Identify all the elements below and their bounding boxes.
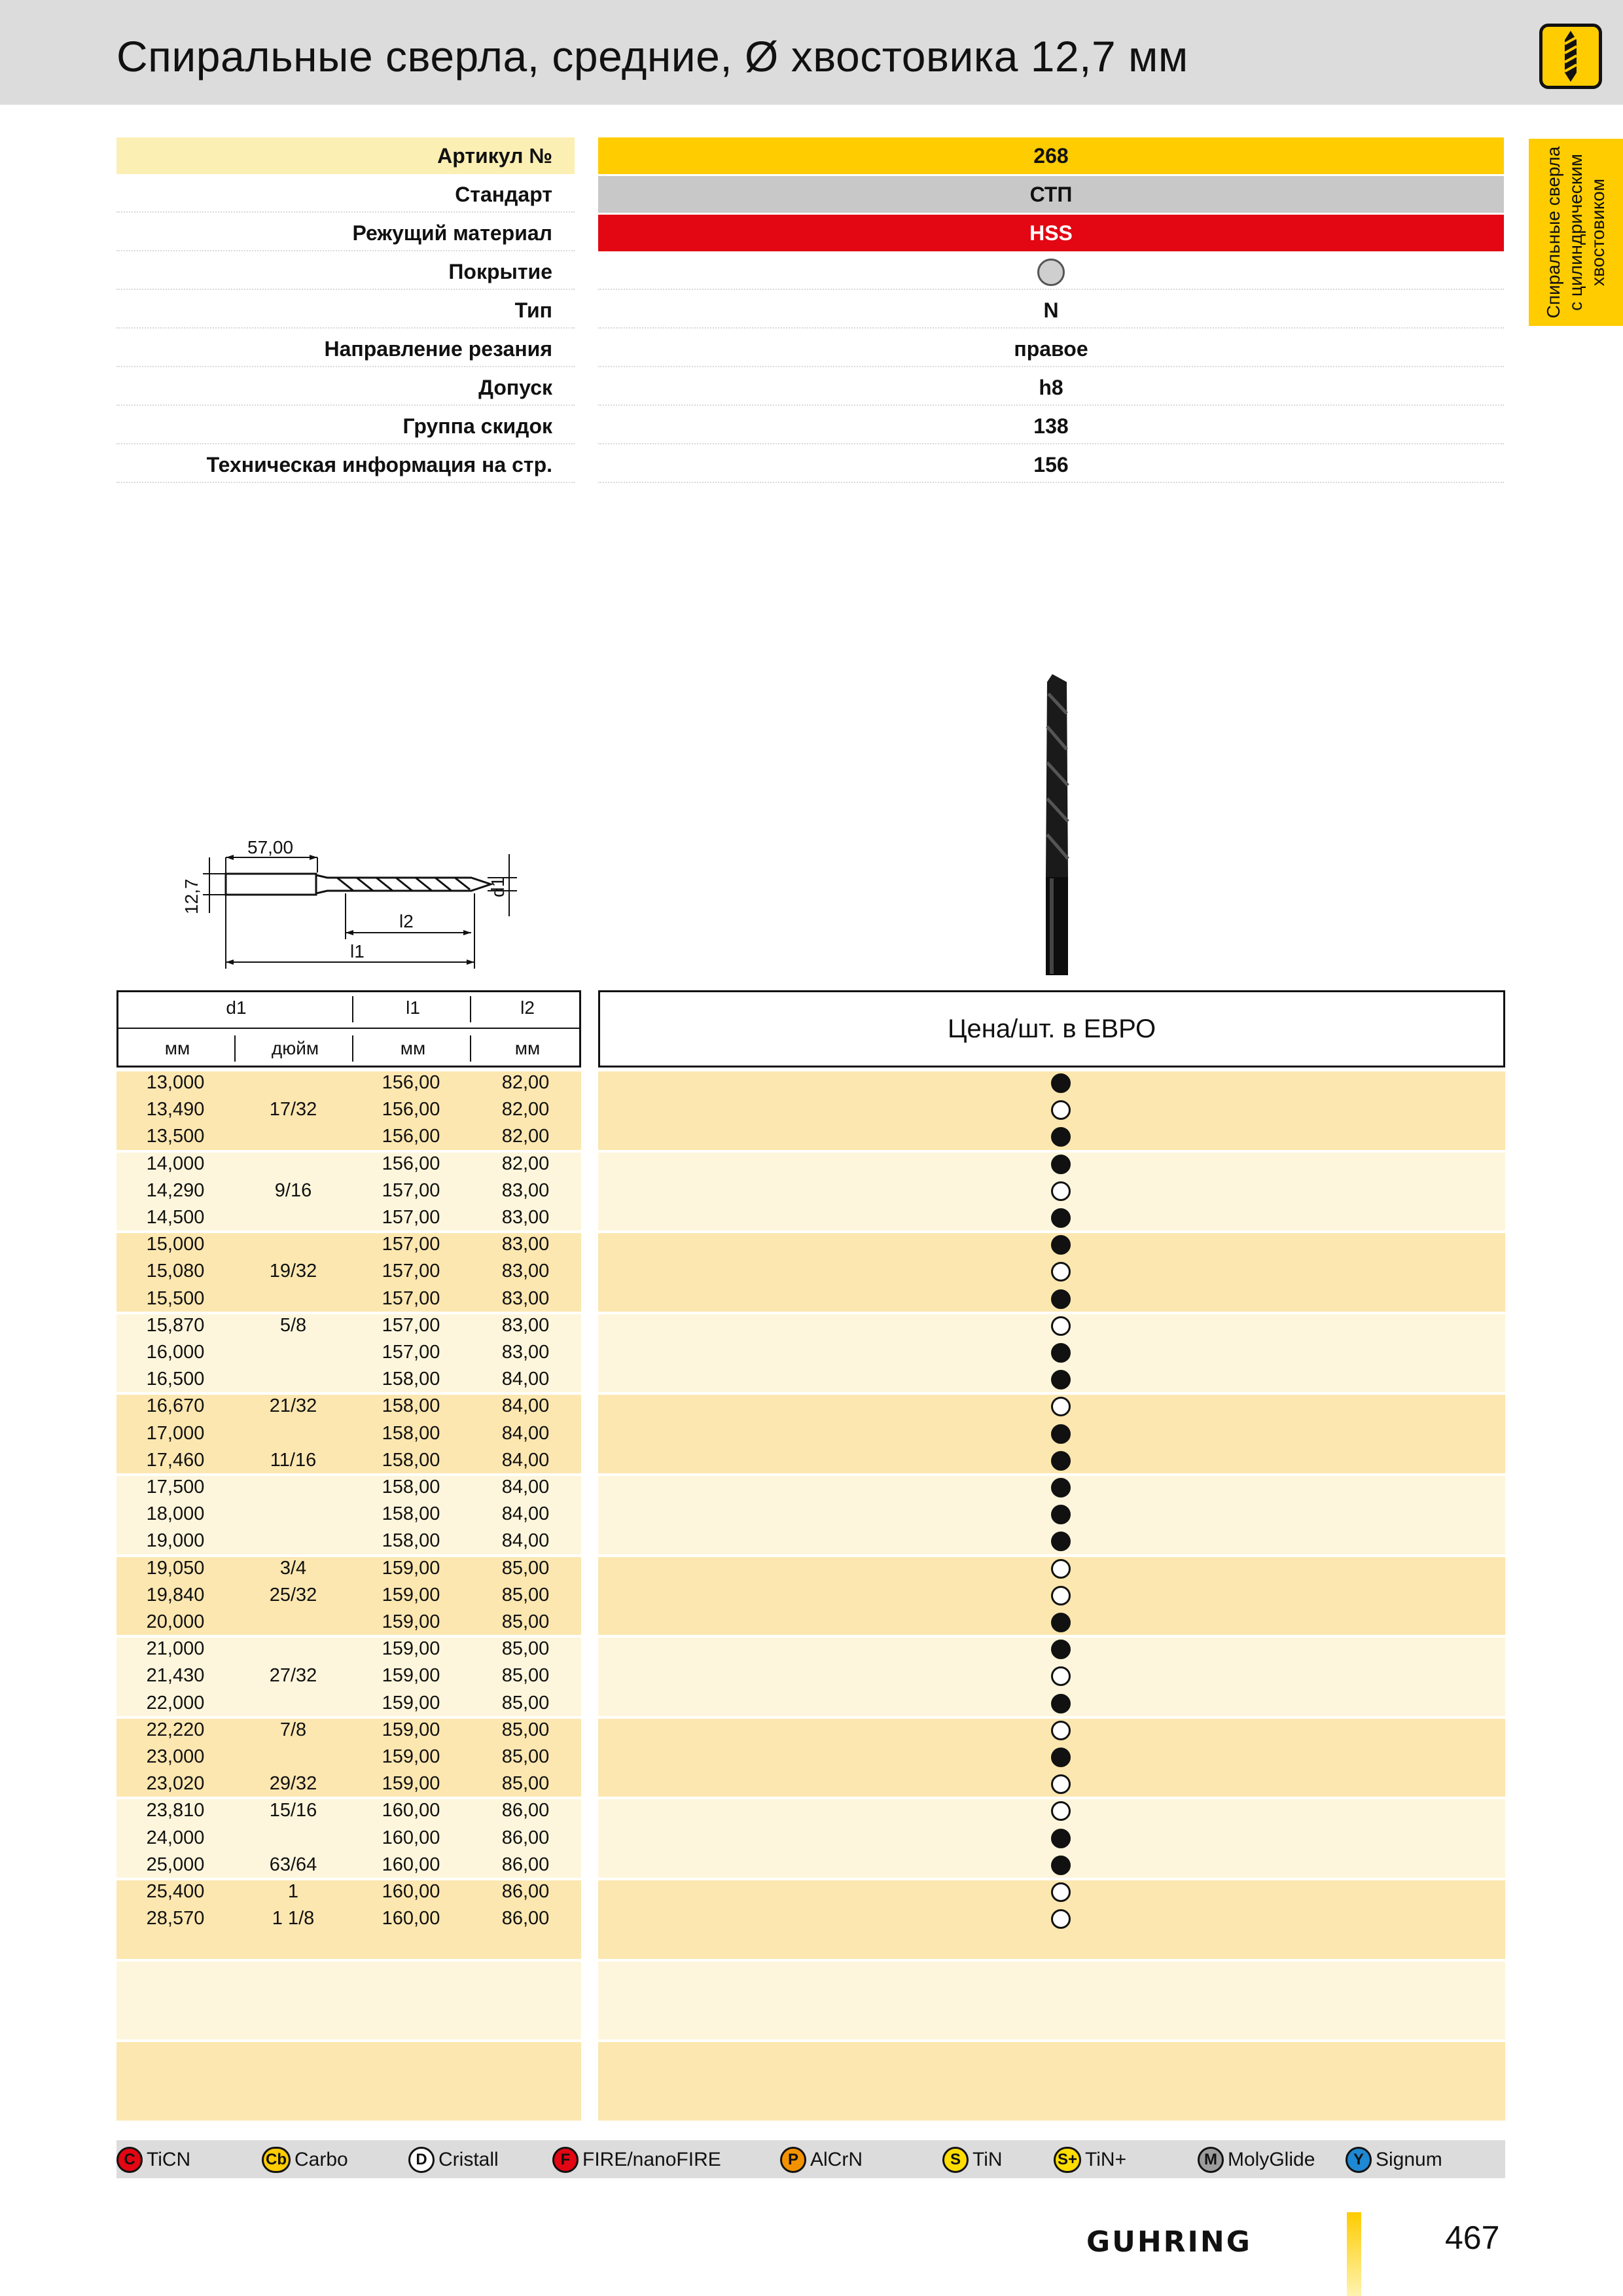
on-order-icon [1051,1559,1071,1579]
cell-diameter-mm: 17,500 [146,1477,205,1498]
cell-total-length: 160,00 [382,1854,440,1875]
cell-diameter-mm: 28,570 [146,1908,205,1929]
legend-label: AlCrN [810,2149,863,2171]
table-row[interactable] [116,1555,1505,1582]
header-d1: d1 [226,997,247,1018]
cell-total-length: 160,00 [382,1800,440,1821]
spec-row [116,446,1504,483]
legend-item [942,2146,1003,2172]
cell-flute-length: 82,00 [501,1153,550,1174]
table-row[interactable] [116,1123,1505,1150]
cell-total-length: 159,00 [382,1665,440,1687]
cell-diameter-mm: 14,500 [146,1207,205,1228]
cell-total-length: 157,00 [382,1342,440,1363]
in-stock-icon [1051,1640,1071,1659]
cell-flute-length: 84,00 [501,1422,550,1444]
cell-diameter-mm: 21,000 [146,1638,205,1660]
cell-flute-length: 82,00 [501,1099,550,1121]
on-order-icon [1051,1774,1071,1794]
cell-flute-length: 84,00 [501,1395,550,1417]
cell-flute-length: 86,00 [501,1827,550,1848]
cell-diameter-mm: 14,290 [146,1179,205,1201]
cell-total-length: 160,00 [382,1827,440,1848]
l1-label: l1 [350,941,365,961]
table-row[interactable] [116,1690,1505,1717]
shank-diameter-label: 12,7 [181,878,202,914]
cell-total-length: 159,00 [382,1638,440,1660]
legend-item [116,2146,190,2172]
cell-diameter-mm: 25,400 [146,1881,205,1902]
in-stock-icon [1051,1748,1071,1767]
header-divider [352,1035,353,1062]
on-order-icon [1051,1909,1071,1929]
header-divider [118,1028,579,1029]
cell-total-length: 158,00 [382,1422,440,1444]
cell-diameter-mm: 15,000 [146,1234,205,1255]
in-stock-icon [1051,1829,1071,1848]
spec-label: Покрытие [116,253,575,290]
spec-row [116,408,1504,444]
cell-total-length: 159,00 [382,1746,440,1767]
spec-value: 156 [598,446,1504,483]
cell-total-length: 157,00 [382,1314,440,1336]
in-stock-icon [1051,1694,1071,1713]
in-stock-icon [1051,1289,1071,1309]
cell-flute-length: 85,00 [501,1584,550,1605]
on-order-icon [1051,1181,1071,1201]
shank-length-label: 57,00 [247,837,294,857]
header-inch: дюйм [271,1038,319,1058]
spec-label: Техническая информация на стр. [116,446,575,483]
spec-row [116,176,1504,213]
spec-row [116,215,1504,251]
cell-flute-length: 83,00 [501,1234,550,1255]
page-number: 467 [1445,2219,1500,2256]
in-stock-icon [1051,1073,1071,1093]
cell-total-length: 158,00 [382,1477,440,1498]
table-row[interactable] [116,1905,1505,1932]
cell-flute-length: 86,00 [501,1881,550,1902]
cell-diameter-inch: 7/8 [279,1719,307,1740]
spec-label: Группа скидок [116,408,575,444]
cell-total-length: 157,00 [382,1287,440,1309]
table-row[interactable] [116,1258,1505,1285]
on-order-icon [1051,1801,1071,1821]
spec-row [116,331,1504,367]
cell-diameter-mm: 20,000 [146,1611,205,1632]
coating-badge-icon: Cb [262,2147,291,2173]
table-row[interactable] [116,1312,1505,1339]
cell-flute-length: 85,00 [501,1557,550,1579]
spec-label: Направление резания [116,331,575,367]
cell-flute-length: 84,00 [501,1369,550,1390]
coating-badge-icon: F [552,2147,579,2173]
on-order-icon [1051,1586,1071,1605]
table-row[interactable] [116,1204,1505,1231]
cell-flute-length: 84,00 [501,1477,550,1498]
footer-accent-bar [1347,2212,1361,2296]
cell-flute-length: 86,00 [501,1800,550,1821]
table-row[interactable] [116,1447,1505,1474]
table-row[interactable] [116,1582,1505,1609]
spec-value: HSS [598,215,1504,251]
in-stock-icon [1051,1478,1071,1498]
legend-item [1198,2146,1315,2172]
legend-label: TiN [972,2149,1003,2171]
cell-total-length: 158,00 [382,1449,440,1471]
cell-diameter-mm: 15,080 [146,1261,205,1282]
cell-diameter-mm: 17,460 [146,1449,205,1471]
table-row[interactable] [116,1744,1505,1770]
coating-badge-icon: M [1198,2147,1224,2173]
legend-item [1054,2146,1126,2172]
cell-total-length: 158,00 [382,1395,440,1417]
cell-total-length: 159,00 [382,1773,440,1795]
cell-flute-length: 82,00 [501,1072,550,1093]
spec-value: правое [598,331,1504,367]
cell-total-length: 159,00 [382,1557,440,1579]
d1-label: d1 [488,876,508,897]
in-stock-icon [1051,1208,1071,1228]
row-group-band [598,1962,1505,2040]
header-mm: мм [164,1038,190,1058]
spec-label: Допуск [116,369,575,406]
header-l2-unit: мм [514,1038,541,1058]
on-order-icon [1051,1100,1071,1120]
cell-total-length: 157,00 [382,1207,440,1228]
cell-total-length: 158,00 [382,1369,440,1390]
legend-label: MolyGlide [1228,2149,1315,2171]
spec-value [598,253,1504,290]
on-order-icon [1051,1397,1071,1416]
in-stock-icon [1051,1856,1071,1875]
cell-total-length: 156,00 [382,1153,440,1174]
table-row[interactable] [116,1717,1505,1744]
spec-label: Режущий материал [116,215,575,251]
cell-total-length: 158,00 [382,1503,440,1525]
header-l1-unit: мм [400,1038,426,1058]
header-divider [234,1035,236,1062]
spec-value: СТП [598,176,1504,213]
in-stock-icon [1051,1451,1071,1471]
cell-flute-length: 83,00 [501,1287,550,1309]
cell-diameter-inch: 1 1/8 [272,1908,315,1929]
cell-flute-length: 84,00 [501,1530,550,1552]
cell-total-length: 158,00 [382,1530,440,1552]
spec-label: Тип [116,292,575,329]
cell-diameter-inch: 27/32 [269,1665,317,1687]
on-order-icon [1051,1666,1071,1686]
header-l2: l2 [520,997,535,1018]
cell-flute-length: 84,00 [501,1449,550,1471]
spec-value: h8 [598,369,1504,406]
cell-diameter-mm: 13,000 [146,1072,205,1093]
table-row[interactable] [116,1420,1505,1447]
cell-diameter-mm: 25,000 [146,1854,205,1875]
legend-label: Carbo [294,2149,348,2171]
cell-diameter-mm: 15,870 [146,1314,205,1336]
legend-label: FIRE/nanoFIRE [582,2149,721,2171]
cell-diameter-inch: 1 [287,1881,299,1902]
cell-diameter-inch: 63/64 [269,1854,317,1875]
cell-flute-length: 83,00 [501,1314,550,1336]
table-row[interactable] [116,1069,1505,1096]
spec-value: 138 [598,408,1504,444]
coating-badge-icon: C [116,2147,143,2173]
spec-row [116,137,1504,174]
dimension-drawing [164,828,530,972]
header-l1: l1 [406,997,420,1018]
coating-badge-icon: P [780,2147,806,2173]
legend-label: Signum [1376,2149,1442,2171]
cell-total-length: 157,00 [382,1234,440,1255]
in-stock-icon [1051,1532,1071,1551]
on-order-icon [1051,1721,1071,1740]
table-row[interactable] [116,1096,1505,1123]
in-stock-icon [1051,1235,1071,1255]
cell-diameter-mm: 15,500 [146,1287,205,1309]
section-tab[interactable] [1529,139,1623,326]
in-stock-icon [1051,1343,1071,1363]
in-stock-icon [1051,1613,1071,1632]
legend-label: Cristall [438,2149,499,2171]
row-group-band [116,2042,581,2121]
table-row[interactable] [116,1393,1505,1420]
drill-photo [1021,674,1093,975]
l2-label: l2 [399,911,414,931]
cell-diameter-inch: 19/32 [269,1261,317,1282]
on-order-icon [1051,1316,1071,1336]
in-stock-icon [1051,1424,1071,1444]
cell-flute-length: 86,00 [501,1908,550,1929]
cell-diameter-mm: 24,000 [146,1827,205,1848]
cell-diameter-mm: 19,840 [146,1584,205,1605]
cell-diameter-mm: 23,020 [146,1773,205,1795]
legend-item [1346,2146,1442,2172]
cell-flute-length: 85,00 [501,1773,550,1795]
on-order-icon [1051,1882,1071,1902]
cell-flute-length: 85,00 [501,1692,550,1713]
cell-diameter-inch: 9/16 [274,1179,312,1201]
cell-diameter-mm: 18,000 [146,1503,205,1525]
legend-item [780,2146,863,2172]
row-group-band [598,2042,1505,2121]
cell-flute-length: 83,00 [501,1261,550,1282]
page-title: Спиральные сверла, средние, Ø хвостовика 12,7 мм [116,32,1188,81]
cell-total-length: 156,00 [382,1099,440,1121]
cell-total-length: 157,00 [382,1179,440,1201]
cell-flute-length: 85,00 [501,1665,550,1687]
cell-total-length: 160,00 [382,1908,440,1929]
cell-total-length: 159,00 [382,1584,440,1605]
table-row[interactable] [116,1636,1505,1662]
table-row[interactable] [116,1231,1505,1258]
cell-diameter-mm: 13,500 [146,1126,205,1147]
cell-diameter-inch: 11/16 [270,1449,317,1471]
cell-flute-length: 83,00 [501,1342,550,1363]
cell-total-length: 159,00 [382,1719,440,1740]
table-row[interactable] [116,1285,1505,1312]
cell-diameter-mm: 23,000 [146,1746,205,1767]
cell-diameter-mm: 19,050 [146,1557,205,1579]
cell-diameter-mm: 23,810 [146,1800,205,1821]
spec-row [116,253,1504,290]
in-stock-icon [1051,1127,1071,1147]
in-stock-icon [1051,1155,1071,1174]
cell-flute-length: 85,00 [501,1638,550,1660]
cell-diameter-mm: 22,220 [146,1719,205,1740]
cell-diameter-inch: 17/32 [269,1099,317,1121]
cell-flute-length: 83,00 [501,1179,550,1201]
cell-total-length: 159,00 [382,1611,440,1632]
cell-diameter-mm: 19,000 [146,1530,205,1552]
drill-bit-icon [1539,24,1602,89]
in-stock-icon [1051,1370,1071,1390]
table-row[interactable] [116,1825,1505,1852]
legend-item [552,2146,721,2172]
table-row[interactable] [116,1662,1505,1689]
spec-row [116,369,1504,406]
table-row[interactable] [116,1151,1505,1177]
header-divider [352,996,353,1022]
table-row[interactable] [116,1878,1505,1905]
row-group-band [116,1962,581,2040]
cell-flute-length: 85,00 [501,1746,550,1767]
table-header [116,990,581,1067]
cell-flute-length: 85,00 [501,1611,550,1632]
cell-diameter-inch: 25/32 [269,1584,317,1605]
cell-diameter-mm: 21,430 [146,1665,205,1687]
table-row[interactable] [116,1852,1505,1878]
price-header: Цена/шт. в ЕВРО [598,990,1505,1067]
table-row[interactable] [116,1609,1505,1636]
table-row[interactable] [116,1474,1505,1501]
cell-flute-length: 86,00 [501,1854,550,1875]
table-row[interactable] [116,1366,1505,1393]
spec-row [116,292,1504,329]
table-row[interactable] [116,1797,1505,1824]
coating-none-icon [1037,259,1065,286]
cell-flute-length: 83,00 [501,1207,550,1228]
table-row[interactable] [116,1339,1505,1366]
table-row[interactable] [116,1501,1505,1528]
table-row[interactable] [116,1528,1505,1554]
spec-label: Артикул № [116,137,575,174]
spec-value: 268 [598,137,1504,174]
spec-value: N [598,292,1504,329]
section-tab-label: Спиральные сверла с цилиндрическим хвостовиком [1543,146,1608,319]
guhring-logo: GUHRING [1086,2225,1252,2259]
cell-diameter-inch: 29/32 [269,1773,317,1795]
cell-diameter-mm: 16,500 [146,1369,205,1390]
table-row[interactable] [116,1770,1505,1797]
legend-item [262,2146,348,2172]
table-row[interactable] [116,1177,1505,1204]
on-order-icon [1051,1262,1071,1282]
spec-label: Стандарт [116,176,575,213]
cell-diameter-mm: 16,000 [146,1342,205,1363]
cell-flute-length: 85,00 [501,1719,550,1740]
coating-badge-icon: D [408,2147,435,2173]
legend-item [408,2146,499,2172]
coating-badge-icon: S+ [1054,2147,1081,2173]
page-header [0,0,1623,105]
coating-legend [116,2140,1505,2178]
legend-label: TiCN [147,2149,191,2171]
cell-flute-length: 82,00 [501,1126,550,1147]
cell-total-length: 156,00 [382,1072,440,1093]
cell-diameter-mm: 17,000 [146,1422,205,1444]
cell-diameter-inch: 15/16 [269,1800,317,1821]
header-divider [470,996,471,1022]
cell-diameter-mm: 13,490 [146,1099,205,1121]
cell-total-length: 157,00 [382,1261,440,1282]
cell-total-length: 159,00 [382,1692,440,1713]
coating-badge-icon: Y [1346,2147,1372,2173]
cell-diameter-inch: 5/8 [279,1314,307,1336]
coating-badge-icon: S [942,2147,969,2173]
in-stock-icon [1051,1505,1071,1524]
header-divider [470,1035,471,1062]
cell-diameter-inch: 3/4 [279,1557,307,1579]
cell-flute-length: 84,00 [501,1503,550,1525]
cell-total-length: 156,00 [382,1126,440,1147]
cell-diameter-mm: 22,000 [146,1692,205,1713]
legend-label: TiN+ [1085,2149,1127,2171]
cell-diameter-mm: 14,000 [146,1153,205,1174]
cell-total-length: 160,00 [382,1881,440,1902]
cell-diameter-mm: 16,670 [146,1395,205,1417]
cell-diameter-inch: 21/32 [269,1395,317,1417]
